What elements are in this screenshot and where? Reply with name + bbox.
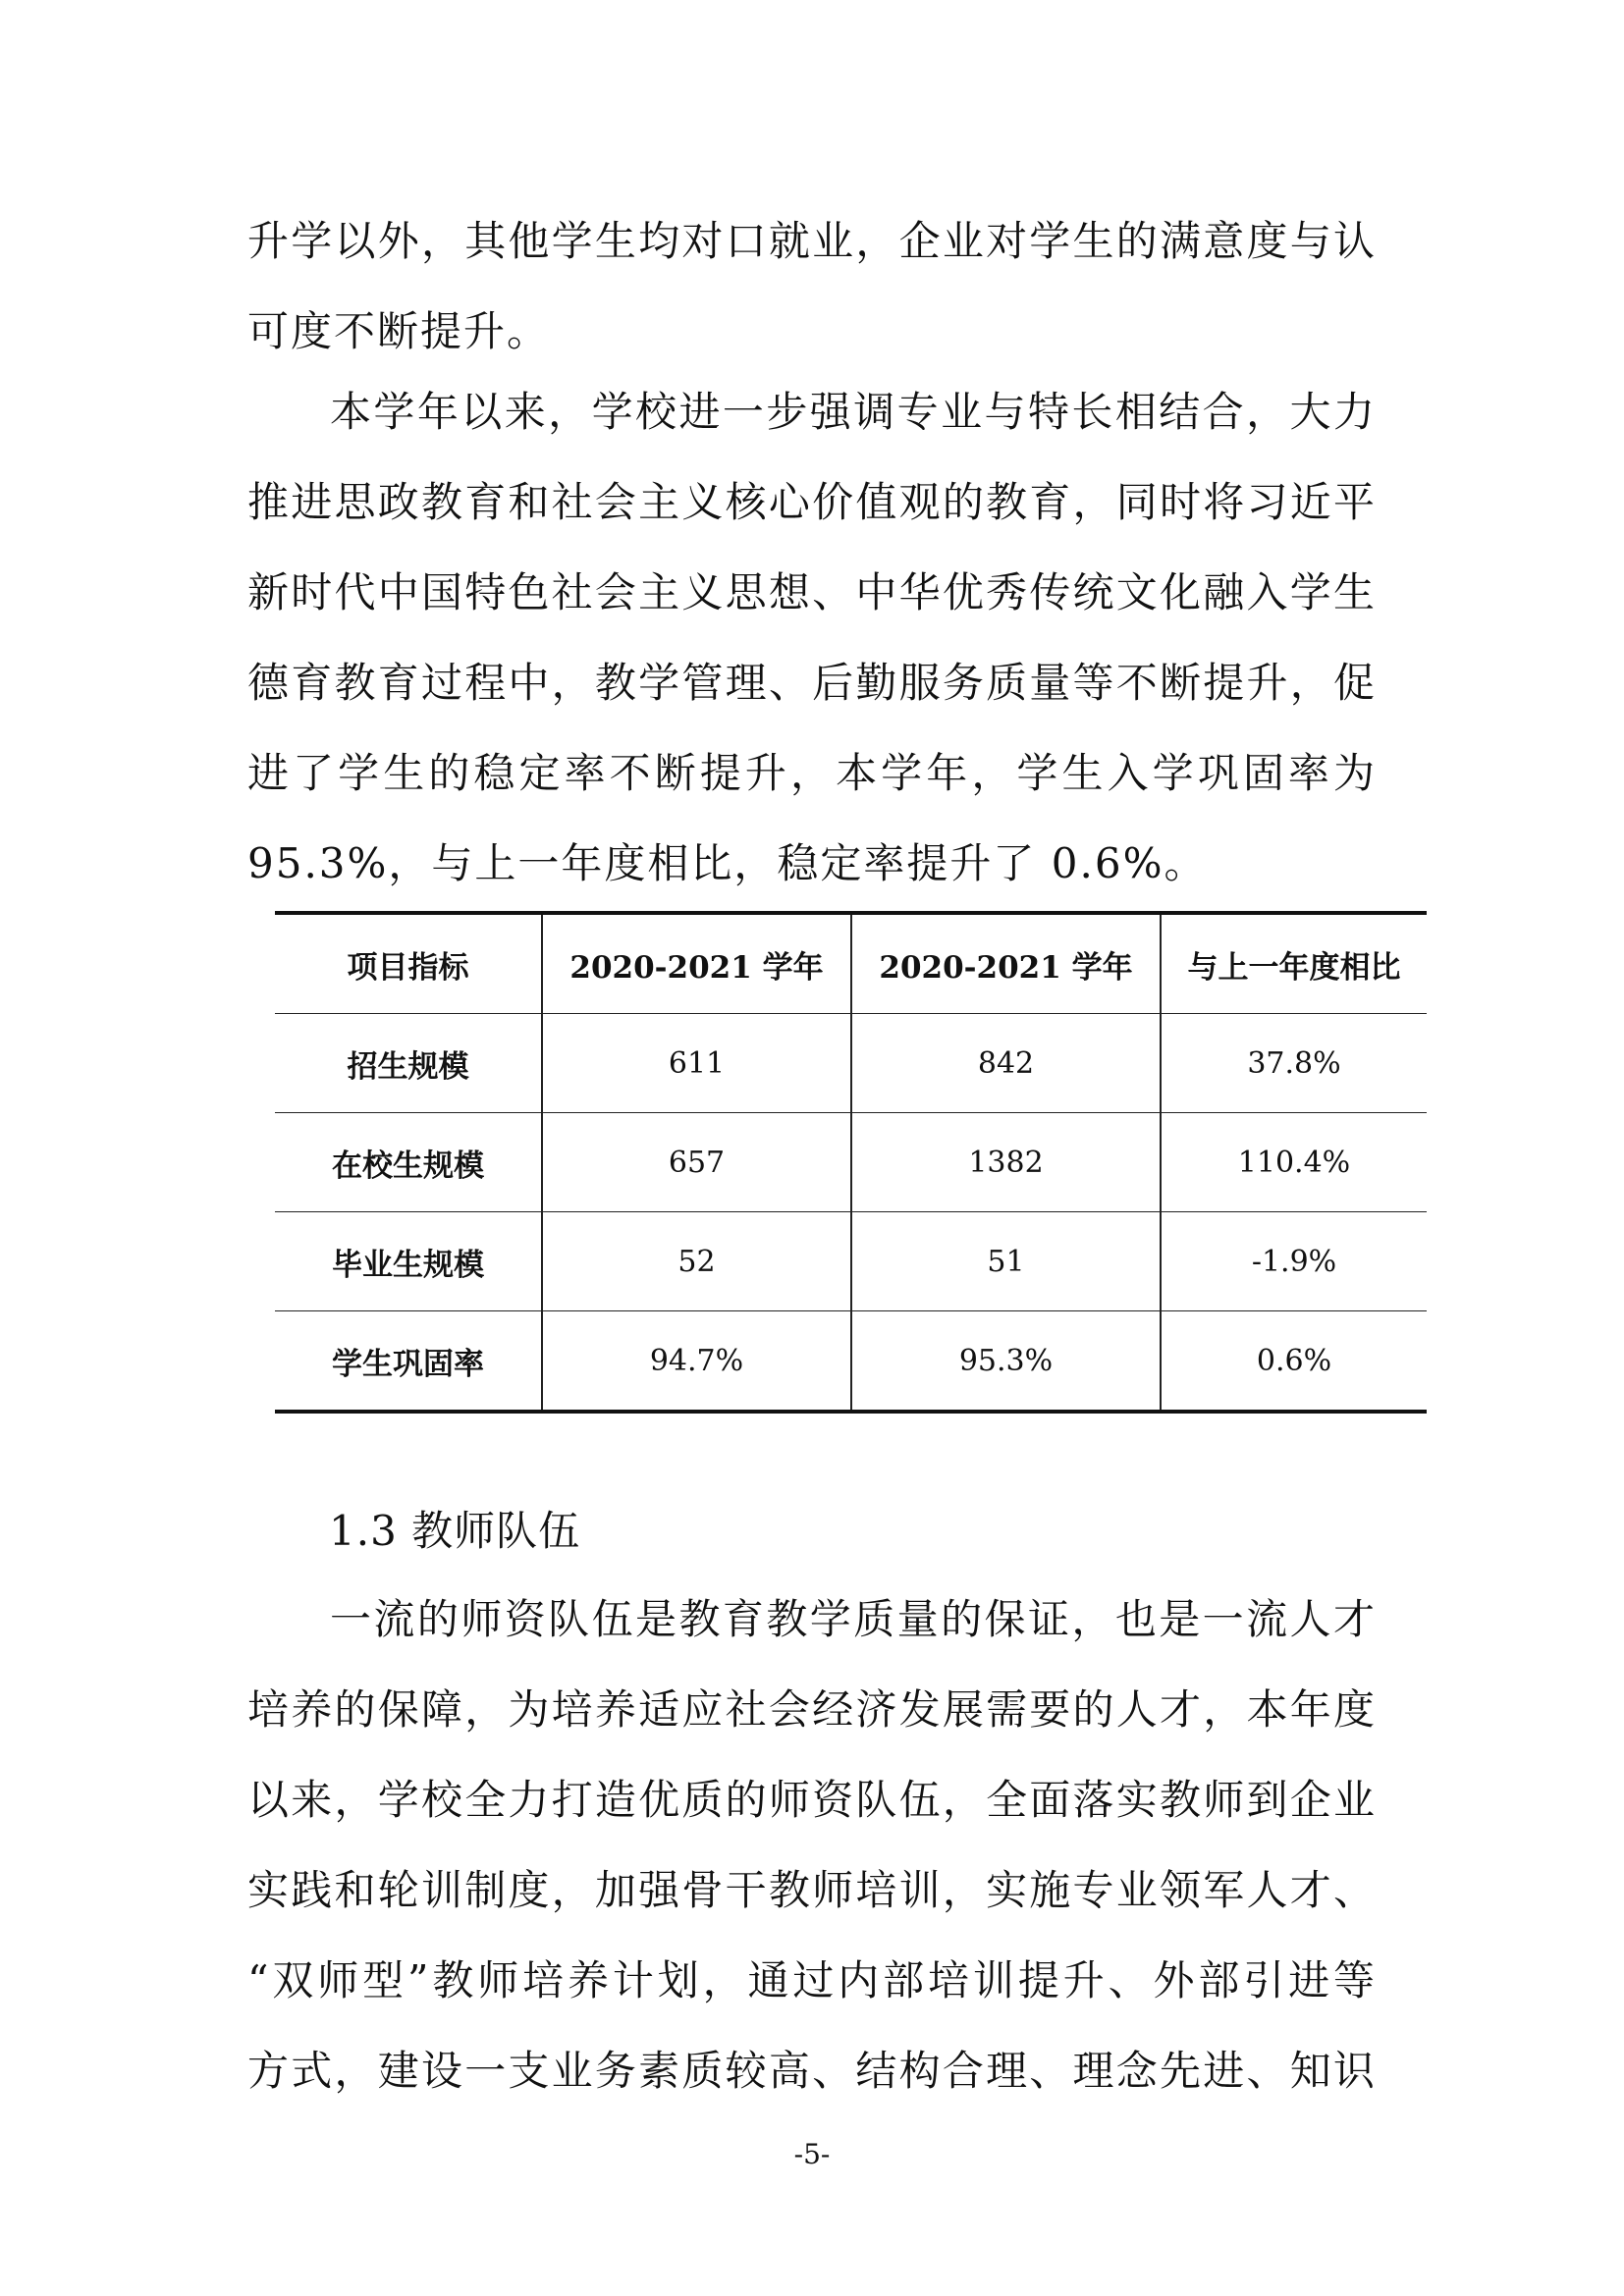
table-header-row: [275, 913, 1427, 1014]
text-line: 以来，学校全力打造优质的师资队伍，全面落实教师到企业: [247, 1776, 1377, 1824]
text-line: 德育教育过程中，教学管理、后勤服务质量等不断提升，促: [247, 659, 1377, 707]
table-cell: 1382: [851, 1113, 1161, 1212]
table-cell: 611: [542, 1014, 851, 1113]
table-cell: 52: [542, 1212, 851, 1311]
enrollment-stats-table: [275, 911, 1427, 1414]
text-line: “双师型”教师培养计划，通过内部培训提升、外部引进等: [247, 1956, 1377, 2004]
text-line: 升学以外，其他学生均对口就业，企业对学生的满意度与认: [247, 217, 1377, 265]
section-heading: 1.3 教师队伍: [329, 1507, 581, 1555]
table-header-cell: 2020-2021 学年: [542, 913, 851, 1014]
paragraph-teaching-staff: [247, 1575, 1377, 2116]
text-line: 方式，建设一支业务素质较高、结构合理、理念先进、知识: [247, 2047, 1377, 2095]
table-row-label: 招生规模: [275, 1014, 542, 1113]
table-cell: -1.9%: [1161, 1212, 1427, 1311]
table-header-cell: 项目指标: [275, 913, 542, 1014]
text-line: 新时代中国特色社会主义思想、中华优秀传统文化融入学生: [247, 568, 1377, 616]
table-row-label: 毕业生规模: [275, 1212, 542, 1311]
table-row-label: 在校生规模: [275, 1113, 542, 1212]
text-line: 培养的保障，为培养适应社会经济发展需要的人才，本年度: [247, 1685, 1377, 1734]
table-row: [275, 1212, 1427, 1311]
table-row: [275, 1113, 1427, 1212]
table-header-cell: 2020-2021 学年: [851, 913, 1161, 1014]
paragraph-student-retention: [247, 367, 1377, 909]
table-cell: 842: [851, 1014, 1161, 1113]
table-header-cell: 与上一年度相比: [1161, 913, 1427, 1014]
text-line: 进了学生的稳定率不断提升，本学年，学生入学巩固率为: [247, 749, 1377, 797]
table-row: [275, 1014, 1427, 1113]
text-line: 实践和轮训制度，加强骨干教师培训，实施专业领军人才、: [247, 1866, 1377, 1914]
text-line: 一流的师资队伍是教育教学质量的保证，也是一流人才: [330, 1595, 1377, 1643]
table-cell: 94.7%: [542, 1311, 851, 1413]
table-cell: 51: [851, 1212, 1161, 1311]
text-line: 95.3%，与上一年度相比，稳定率提升了 0.6%。: [247, 839, 1208, 887]
text-line: 推进思政教育和社会主义核心价值观的教育，同时将习近平: [247, 478, 1377, 526]
table-row-label: 学生巩固率: [275, 1311, 542, 1413]
page-number: -5-: [793, 2138, 831, 2170]
table-cell: 95.3%: [851, 1311, 1161, 1413]
table-cell: 110.4%: [1161, 1113, 1427, 1212]
table-cell: 0.6%: [1161, 1311, 1427, 1413]
table-cell: 37.8%: [1161, 1014, 1427, 1113]
text-line: 可度不断提升。: [247, 307, 551, 355]
table-cell: 657: [542, 1113, 851, 1212]
table-row: [275, 1311, 1427, 1413]
text-line: 本学年以来，学校进一步强调专业与特长相结合，大力: [330, 388, 1377, 436]
paragraph-graduate-employment: [247, 196, 1377, 377]
